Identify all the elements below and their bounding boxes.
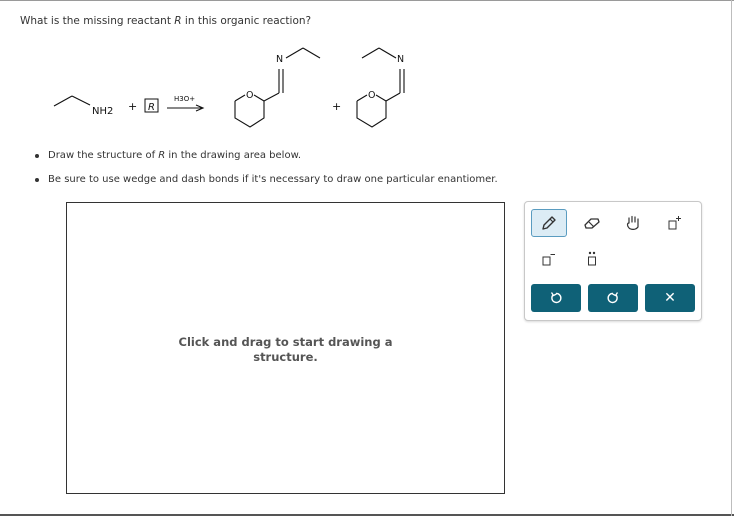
plus-sign-1: +: [128, 100, 138, 113]
negative-charge-tool[interactable]: [531, 245, 567, 273]
pencil-tool[interactable]: [531, 209, 567, 237]
redo-button[interactable]: [588, 284, 638, 312]
instruction-list: [30, 148, 498, 196]
product-1-oxygen: O: [246, 90, 254, 101]
undo-button[interactable]: [531, 284, 581, 312]
product-1-nitrogen: N: [276, 54, 284, 65]
negative-charge-icon: [540, 250, 558, 268]
drawing-canvas[interactable]: [66, 202, 505, 494]
instruction-item: Be sure to use wedge and dash bonds if it's necessary to draw one particular enantiomer.: [30, 172, 498, 196]
positive-charge-tool[interactable]: [657, 209, 693, 237]
pencil-icon: [539, 213, 559, 233]
redo-icon: [606, 291, 620, 305]
missing-reactant-label: R: [148, 102, 155, 113]
drawing-toolbar: [524, 201, 702, 321]
lone-pair-tool[interactable]: [574, 245, 610, 273]
amine-label: NH2: [92, 106, 114, 117]
bottom-border: [0, 514, 734, 516]
canvas-hint: Click and drag to start drawing a structure.: [178, 335, 393, 364]
hand-icon: [624, 214, 642, 232]
lone-pair-icon: [583, 250, 601, 268]
product-2-oxygen: O: [368, 90, 376, 101]
positive-charge-icon: [666, 214, 684, 232]
question-text: What is the missing reactant R in this organic reaction?: [20, 15, 312, 27]
reaction-scheme: [40, 38, 500, 138]
instruction-item: Draw the structure of R in the drawing area below.: [30, 148, 498, 172]
product-2-nitrogen: N: [397, 54, 405, 65]
hand-tool[interactable]: [615, 209, 651, 237]
plus-sign-2: +: [332, 100, 342, 113]
clear-button[interactable]: [645, 284, 695, 312]
close-icon: ✕: [664, 290, 676, 306]
undo-icon: [549, 291, 563, 305]
reagent-label: H3O+: [174, 95, 196, 103]
eraser-tool[interactable]: [574, 209, 610, 237]
top-border: [0, 0, 734, 1]
right-border: [731, 0, 732, 516]
eraser-icon: [582, 215, 602, 231]
